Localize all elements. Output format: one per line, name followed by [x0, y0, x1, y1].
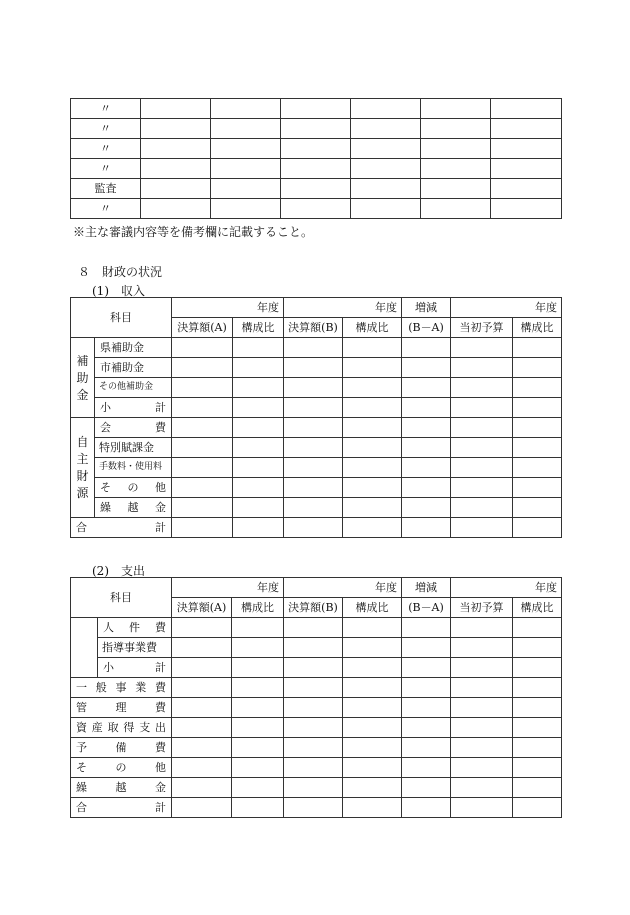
income-row-carryover: 繰 越 金 — [95, 498, 172, 518]
expense-subheading: (2) 支出 — [92, 564, 145, 578]
income-row-city-subsidy: 市補助金 — [95, 358, 172, 378]
expense-ratio-header: 構成比 — [232, 598, 284, 618]
income-row-other-subsidy: その他補助金 — [95, 378, 172, 398]
income-settled-b-header: 決算額(B) — [284, 318, 343, 338]
income-row-other: そ の 他 — [95, 478, 172, 498]
expense-row-total: 合 計 — [71, 798, 172, 818]
expense-row-general-business: 一 般 事 業 費 — [71, 678, 172, 698]
income-subheading: (1) 収入 — [92, 284, 145, 298]
income-row-fees: 会 費 — [95, 418, 172, 438]
expense-subject-header: 科目 — [71, 578, 172, 618]
income-row-subtotal: 小 計 — [95, 398, 172, 418]
income-ratio-header: 構成比 — [343, 318, 402, 338]
expense-row-personnel: 人 件 費 — [98, 618, 172, 638]
expense-settled-b-header: 決算額(B) — [284, 598, 343, 618]
expense-change-header: 増減 — [402, 578, 451, 598]
income-table — [70, 297, 562, 538]
income-group-own: 自 主 財 源 — [71, 418, 95, 518]
income-row-special-levy: 特別賦課金 — [95, 438, 172, 458]
committee-row-label: 〃 — [71, 119, 141, 139]
income-b-minus-a-header: (B－A) — [402, 318, 451, 338]
income-year-header: 年度 — [284, 298, 402, 318]
expense-row-guidance: 指導事業費 — [98, 638, 172, 658]
expense-year-header: 年度 — [284, 578, 402, 598]
committee-row-label: 監査 — [71, 179, 141, 199]
committee-table — [70, 98, 562, 219]
income-group-subsidy: 補 助 金 — [71, 338, 95, 418]
expense-budget-header: 当初予算 — [451, 598, 513, 618]
committee-row-label: 〃 — [71, 139, 141, 159]
expense-year-header: 年度 — [172, 578, 284, 598]
expense-ratio-header: 構成比 — [513, 598, 562, 618]
expense-row-other: そ の 他 — [71, 758, 172, 778]
expense-b-minus-a-header: (B－A) — [402, 598, 451, 618]
expense-row-reserve: 予 備 費 — [71, 738, 172, 758]
committee-row-label: 〃 — [71, 199, 141, 219]
income-ratio-header: 構成比 — [513, 318, 562, 338]
expense-group-blank — [71, 618, 98, 678]
expense-row-subtotal: 小 計 — [98, 658, 172, 678]
expense-ratio-header: 構成比 — [343, 598, 402, 618]
income-row-total: 合 計 — [71, 518, 172, 538]
expense-row-management: 管 理 費 — [71, 698, 172, 718]
committee-row-label: 〃 — [71, 99, 141, 119]
committee-note: ※主な審議内容等を備考欄に記載すること。 — [73, 225, 314, 239]
income-subject-header: 科目 — [71, 298, 172, 338]
expense-row-asset: 資 産 取 得 支 出 — [71, 718, 172, 738]
income-ratio-header: 構成比 — [233, 318, 284, 338]
expense-settled-a-header: 決算額(A) — [172, 598, 232, 618]
expense-table — [70, 577, 562, 818]
income-change-header: 増減 — [402, 298, 451, 318]
section-heading: ８ 財政の状況 — [78, 265, 163, 279]
income-budget-header: 当初予算 — [451, 318, 513, 338]
expense-year-header: 年度 — [451, 578, 562, 598]
income-settled-a-header: 決算額(A) — [172, 318, 233, 338]
committee-row-label: 〃 — [71, 159, 141, 179]
income-year-header: 年度 — [172, 298, 284, 318]
income-row-usage-fees: 手数料・使用料 — [95, 458, 172, 478]
income-row-pref-subsidy: 県補助金 — [95, 338, 172, 358]
expense-row-carryover: 繰 越 金 — [71, 778, 172, 798]
income-year-header: 年度 — [451, 298, 562, 318]
